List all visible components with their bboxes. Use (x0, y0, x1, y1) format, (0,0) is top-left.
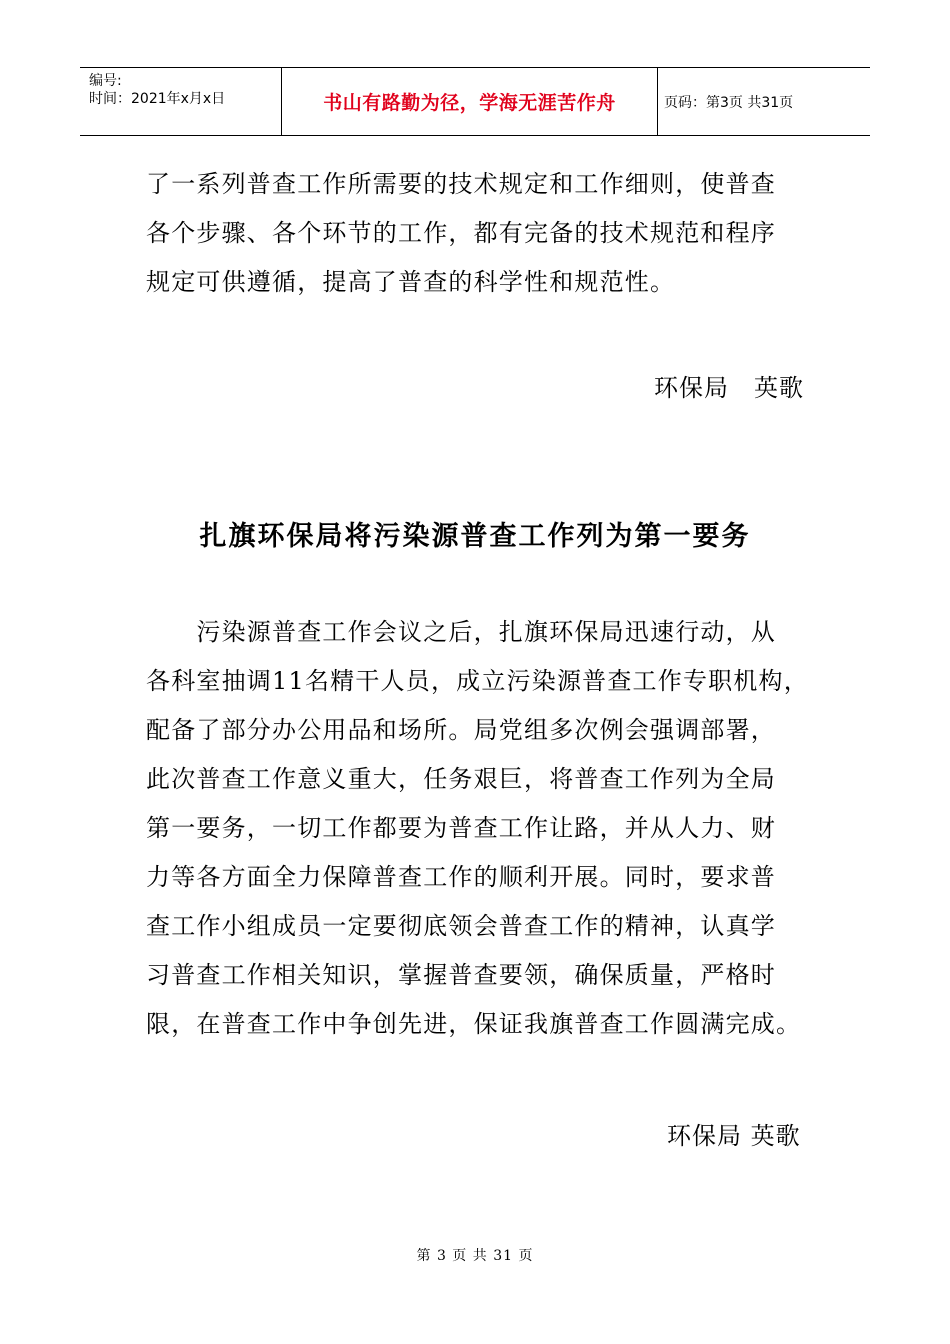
header-page-info: 页码：第3页 共31页 (664, 94, 794, 111)
article-line: 配备了部分办公用品和场所。局党组多次例会强调部署， (146, 716, 776, 744)
section1-line: 规定可供遵循，提高了普查的科学性和规范性。 (146, 268, 676, 296)
article-title: 扎旗环保局将污染源普查工作列为第一要务 (199, 521, 751, 552)
header-meta-cell (80, 68, 282, 135)
article-signature: 环保局 英歌 (667, 1122, 801, 1150)
article-line: 查工作小组成员一定要彻底领会普查工作的精神，认真学 (146, 912, 776, 940)
header-number-label: 编号: (89, 73, 122, 89)
header-motto: 书山有路勤为径，学海无涯苦作舟 (323, 92, 616, 114)
article-line: 力等各方面全力保障普查工作的顺利开展。同时，要求普 (146, 863, 776, 891)
header-date-label: 时间：2021年x月x日 (89, 91, 226, 107)
section1-paragraph (146, 160, 826, 307)
page-header (80, 67, 870, 136)
header-motto-cell (282, 68, 658, 135)
section1-line: 各个步骤、各个环节的工作，都有完备的技术规范和程序 (146, 219, 776, 247)
section1-signature: 环保局 英歌 (654, 374, 804, 402)
article-paragraph (146, 608, 826, 1049)
article-line: 限，在普查工作中争创先进，保证我旗普查工作圆满完成。 (146, 1010, 802, 1038)
page-footer: 第 3 页 共 31 页 (416, 1248, 534, 1264)
article-line: 习普查工作相关知识，掌握普查要领，确保质量，严格时 (146, 961, 776, 989)
article-line: 各科室抽调11名精干人员，成立污染源普查工作专职机构， (146, 667, 809, 695)
section1-line: 了一系列普查工作所需要的技术规定和工作细则，使普查 (146, 170, 776, 198)
header-page-info-cell (658, 68, 870, 135)
article-line: 第一要务，一切工作都要为普查工作让路，并从人力、财 (146, 814, 776, 842)
article-line: 污染源普查工作会议之后，扎旗环保局迅速行动，从 (146, 618, 776, 646)
article-line: 此次普查工作意义重大，任务艰巨，将普查工作列为全局 (146, 765, 776, 793)
